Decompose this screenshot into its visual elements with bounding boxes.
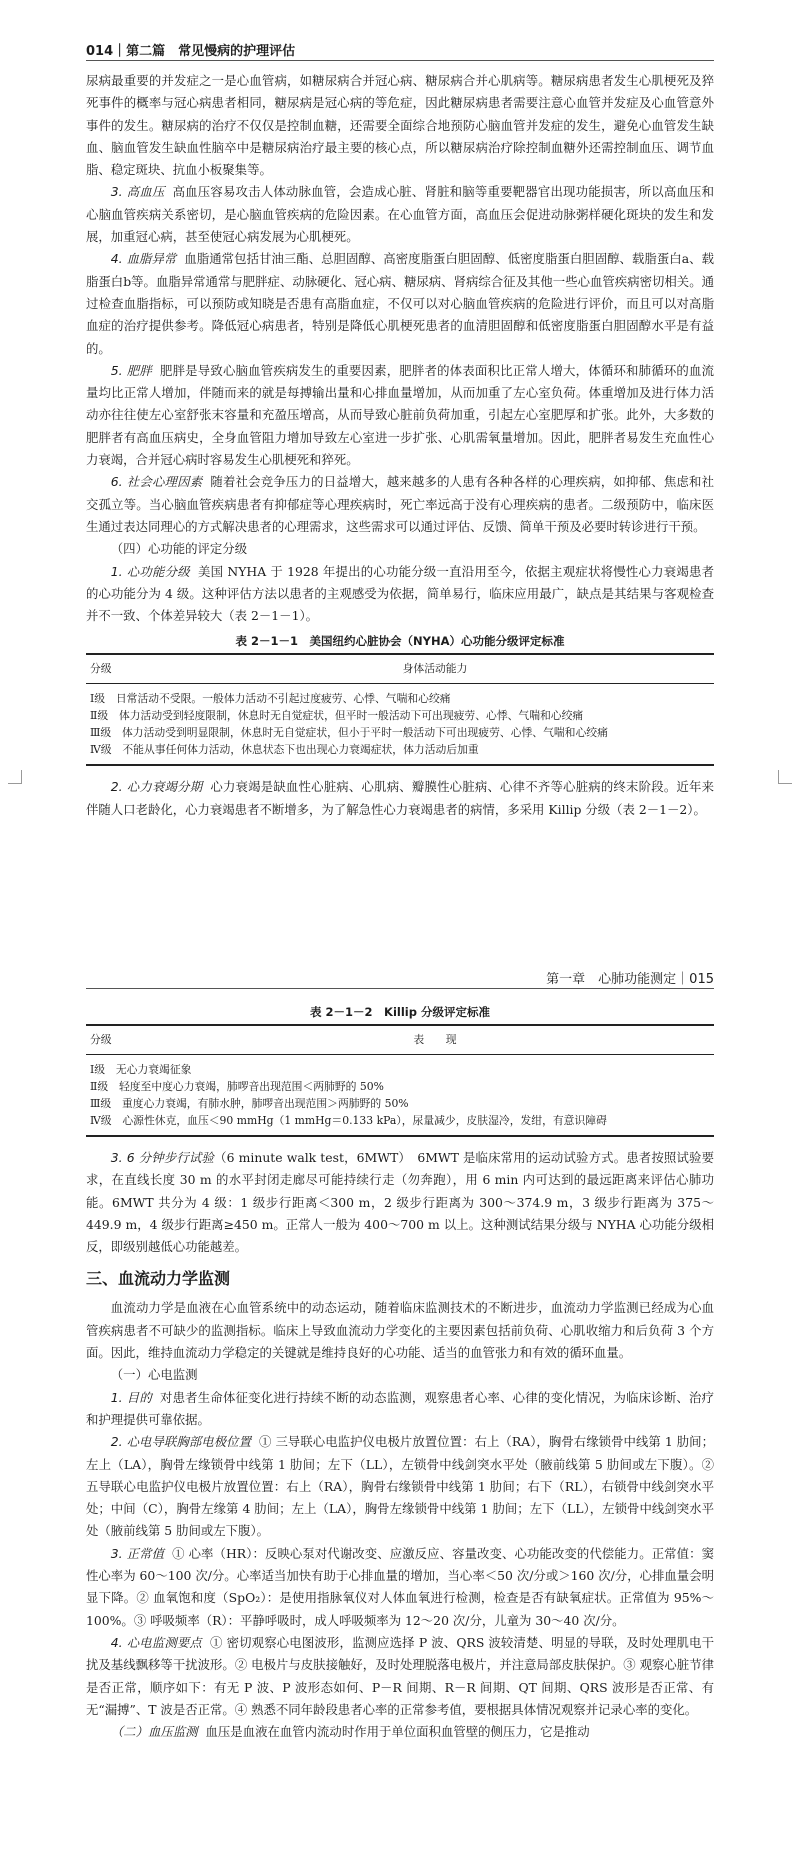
table-killip: [86, 1024, 714, 1137]
grade-cell: Ⅳ级: [90, 1114, 112, 1127]
column-header-grade: 分级: [86, 654, 156, 684]
paragraph-purpose: 1. 目的 对患者生命体征变化进行持续不断的动态监测，观察患者心率、心律的变化情况，为临床诊断、治疗和护理提供可靠依据。: [86, 1389, 715, 1427]
table-title-killip: 表 2－1－2 Killip 分级评定标准: [310, 1005, 490, 1019]
crop-mark-right: [778, 770, 792, 784]
subheading-cardiac-function: （四）心功能的评定分级: [110, 541, 248, 557]
description-cell: 轻度至中度心力衰竭，肺啰音出现范围＜两肺野的 50%: [118, 1080, 384, 1093]
paragraph-hypertension: 3. 高血压 高血压容易攻击人体动脉血管，会造成心脏、肾脏和脑等重要靶器官出现功能损害，所以高血压和心脑血管疾病关系密切，是心脑血管疾病的危险因素。在心血管方面，高血压会促进动脉粥样硬化斑块的发生和发展，加重冠心病，甚至使冠心病发展为心肌梗死。: [86, 184, 715, 245]
table-row: [86, 1055, 714, 1079]
description-cell: 体力活动受到明显限制，休息时无自觉症状，但小于平时一般活动下可出现疲劳、心悸、气喘和心绞痛: [122, 726, 608, 740]
page-014: [0, 0, 800, 930]
grade-cell: Ⅱ级: [90, 1080, 109, 1093]
paragraph-nyha: 1. 心功能分级 美国 NYHA 于 1928 年提出的心功能分级一直沿用至今，依据主观症状将慢性心力衰竭患者的心功能分为 4 级。这种评估方法以患者的主观感受为依据，简单易行，临床应用最广，缺点是其结果与客观检查并不一致、个体差异较大（表 2－1－1）。: [86, 563, 715, 624]
column-header-grade: 分级: [86, 1025, 156, 1055]
grade-cell: Ⅰ级: [90, 692, 106, 706]
grade-cell: Ⅱ级: [90, 709, 109, 723]
column-header-manifestation: 表 现: [156, 1025, 714, 1055]
paragraph-6mwt: 3. 6 分钟步行试验（6 minute walk test，6MWT） 6MWT 是临床常用的运动试验方式。患者按照试验要求，在直线长度 30 m 的水平封闭走廊尽可能持续行走（勿奔跑），用 6 min 内可达到的最远距离来评估心肺功能。6MWT 共分为 4 级：1 级步行距离＜300 m，2 级步行距离为 300～374.9 m，3 级步行距离为 375～449.9 m，4 级步行距离≥450 m。正常人一般为 400～700 m 以上。这种测试结果分级与 NYHA 心功能分级相反，即级别越低心功能越差。: [86, 1150, 714, 1255]
header-rule: [86, 60, 714, 61]
paragraph-psychosocial: 6. 社会心理因素 随着社会竞争压力的日益增大，越来越多的人患有各种各样的心理疾病，如抑郁、焦虑和社交孤立等。当心脑血管疾病患者有抑郁症等心理疾病时，死亡率远高于没有心理疾病的患者。二级预防中，临床医生通过表达同理心的方式解决患者的心理需求，这些需求可以通过评估、反馈、简单干预及必要时转诊进行干预。: [86, 474, 714, 534]
table-row: [86, 741, 714, 765]
description-cell: 重度心力衰竭，有肺水肿，肺啰音出现范围＞两肺野的 50%: [122, 1097, 409, 1110]
paragraph-obesity: 5. 肥胖 肥胖是导致心脑血管疾病发生的重要因素，肥胖者的体表面积比正常人增大，体循环和肺循环的血流量均比正常人增加，伴随而来的就是每搏输出量和心排血量增加，从而加重了左心室负荷。体重增加及进行体力活动亦往往使左心室舒张末容量和充盈压增高，从而导致心脏前负荷加重，引起左心室肥厚和扩张。此外，大多数的肥胖者有高血压病史，全身血管阻力增加导致左心室进一步扩张、心肌需氧量增加。因此，肥胖者易发生充血性心力衰竭，合并冠心病时容易发生心肌梗死和猝死。: [86, 362, 715, 468]
grade-cell: Ⅲ级: [90, 1097, 112, 1110]
paragraph-dyslipidemia: 4. 血脂异常 血脂通常包括甘油三酯、总胆固醇、高密度脂蛋白胆固醇、低密度脂蛋白胆固醇、载脂蛋白a、载脂蛋白b等。血脂异常通常与肥胖症、动脉硬化、冠心病、糖尿病、肾病综合征及其他一些心血管疾病密切相关。通过检查血脂指标，可以预防或知晓是否患有高脂血症，不仅可以对心脑血管疾病的危险进行评价，而且可以对高脂血症的治疗提供参考。降低冠心病患者，特别是降低心肌梗死患者的血清胆固醇和低密度脂蛋白胆固醇水平是有益的。: [86, 251, 714, 356]
paragraph-electrode-position: 2. 心电导联胸部电极位置 ① 三导联心电监护仪电极片放置位置：右上（RA），胸骨右缘锁骨中线第 1 肋间；左上（LA），胸骨左缘锁骨中线第 1 肋间；左下（LL），左锁骨中线剑突水平处（腋前线第 5 肋间或左下腹）。② 五导联心电监护仪电极片放置位置：右上（RA），胸骨右缘锁骨中线第 1 肋间；右下（RL），右锁骨中线剑突水平处；中间（C），胸骨左缘第 4 肋间；左上（LA），胸骨左缘锁骨中线第 1 肋间；左下（LL），左锁骨中线剑突水平处（腋前线第 5 肋间或左下腹）。: [86, 1434, 714, 1539]
description-cell: 日常活动不受限。一般体力活动不引起过度疲劳、心悸、气喘和心绞痛: [115, 692, 451, 706]
page-header: 014｜第二篇 常见慢病的护理评估: [86, 44, 296, 59]
description-cell: 心源性休克，血压＜90 mmHg（1 mmHg＝0.133 kPa），尿量减少，皮肤湿冷，发绀，有意识障碍: [122, 1114, 607, 1127]
table-row: [86, 724, 714, 741]
page-015: [0, 930, 800, 1875]
paragraph-monitoring-points: 4. 心电监测要点 ① 密切观察心电图波形，监测应选择 P 波、QRS 波较清楚、明显的导联，及时处理肌电干扰及基线飘移等干扰波形。② 电极片与皮肤接触好，及时处理脱落电极片，并注意局部皮肤保护。③ 观察心脏节律是否正常，顺序如下：有无 P 波、P 波形态如何、P－R 间期、R－R 间期、QT 间期、QRS 波形是否正常、有无“漏搏”、T 波是否正常。④ 熟悉不同年龄段患者心率的正常参考值，要根据具体情况观察并记录心率的变化。: [86, 1634, 714, 1717]
grade-cell: Ⅰ级: [90, 1063, 106, 1076]
table-row: [86, 1112, 714, 1136]
crop-mark-left: [8, 770, 22, 784]
page-header: 第一章 心肺功能测定｜015: [546, 972, 714, 987]
grade-cell: Ⅲ级: [90, 726, 112, 740]
description-cell: 体力活动受到轻度限制，休息时无自觉症状，但平时一般活动下可出现疲劳、心悸、气喘和心绞痛: [118, 709, 584, 723]
grade-cell: Ⅳ级: [90, 743, 112, 757]
header-rule: [86, 988, 714, 989]
subheading-ecg-monitoring: （一）心电监测: [110, 1367, 198, 1383]
table-title-nyha: 表 2－1－1 美国纽约心脏协会（NYHA）心功能分级评定标准: [235, 634, 565, 649]
paragraph-normal-values: 3. 正常值 ① 心率（HR）：反映心泵对代谢改变、应激反应、容量改变、心功能改变的代偿能力。正常值：窦性心率为 60～100 次/分。心率适当加快有助于心排血量的增加，当心率＜50 次/分或＞160 次/分，心排血量会明显下降。② 血氧饱和度（SpO₂）：是使用指脉氧仪对人体血氧进行检测，检查是否有缺氧症状。正常值为 95%～100%。③ 呼吸频率（R）：平静呼吸时，成人呼吸频率为 12～20 次/分，儿童为 30～40 次/分。: [86, 1545, 715, 1628]
table-row: [86, 1095, 714, 1112]
section-heading-hemodynamics: 三、血流动力学监测: [86, 1269, 231, 1289]
page-body: [86, 70, 714, 821]
description-cell: 无心力衰竭征象: [115, 1063, 192, 1076]
column-header-activity: 身体活动能力: [156, 654, 714, 684]
table-row: [86, 1078, 714, 1095]
table-row: [86, 707, 714, 724]
paragraph-hemodynamics-intro: 血流动力学是血液在心血管系统中的动态运动，随着临床监测技术的不断进步，血流动力学监测已经成为心血管疾病患者不可缺少的监测指标。临床上导致血流动力学变化的主要因素包括前负荷、心肌收缩力和后负荷 3 个方面。因此，维持血流动力学稳定的关键就是维持良好的心功能、适当的血管张力和有效的循环血量。: [86, 1300, 714, 1361]
page-body: [86, 998, 714, 1743]
table-nyha: [86, 653, 714, 766]
table-row: [86, 684, 714, 708]
paragraph-bp-monitoring: （二）血压监测 血压是血液在血管内流动时作用于单位面积血管壁的侧压力，它是推动: [110, 1724, 590, 1740]
description-cell: 不能从事任何体力活动，休息状态下也出现心力衰竭症状，体力活动后加重: [122, 743, 479, 757]
paragraph-heart-failure-staging: 2. 心力衰竭分期 心力衰竭是缺血性心脏病、心肌病、瓣膜性心脏病、心律不齐等心脏病的终末阶段。近年来伴随人口老龄化，心力衰竭患者不断增多，为了解急性心力衰竭患者的病情，多采用 Killip 分级（表 2－1－2）。: [86, 779, 714, 817]
paragraph-diabetes: 尿病最重要的并发症之一是心血管病，如糖尿病合并冠心病、糖尿病合并心肌病等。糖尿病患者发生心肌梗死及猝死事件的概率与冠心病患者相同，糖尿病是冠心病的等危症，因此糖尿病患者需要注意心血管并发症及心血管意外事件的发生。糖尿病的治疗不仅仅是控制血糖，还需要全面综合地预防心脑血管并发症的发生，避免心血管发生缺血、脑血管发生缺血性脑卒中是糖尿病治疗最主要的核心点，所以糖尿病治疗除控制血糖外还需控制血压、调节血脂、稳定斑块、抗血小板聚集等。: [86, 73, 714, 178]
